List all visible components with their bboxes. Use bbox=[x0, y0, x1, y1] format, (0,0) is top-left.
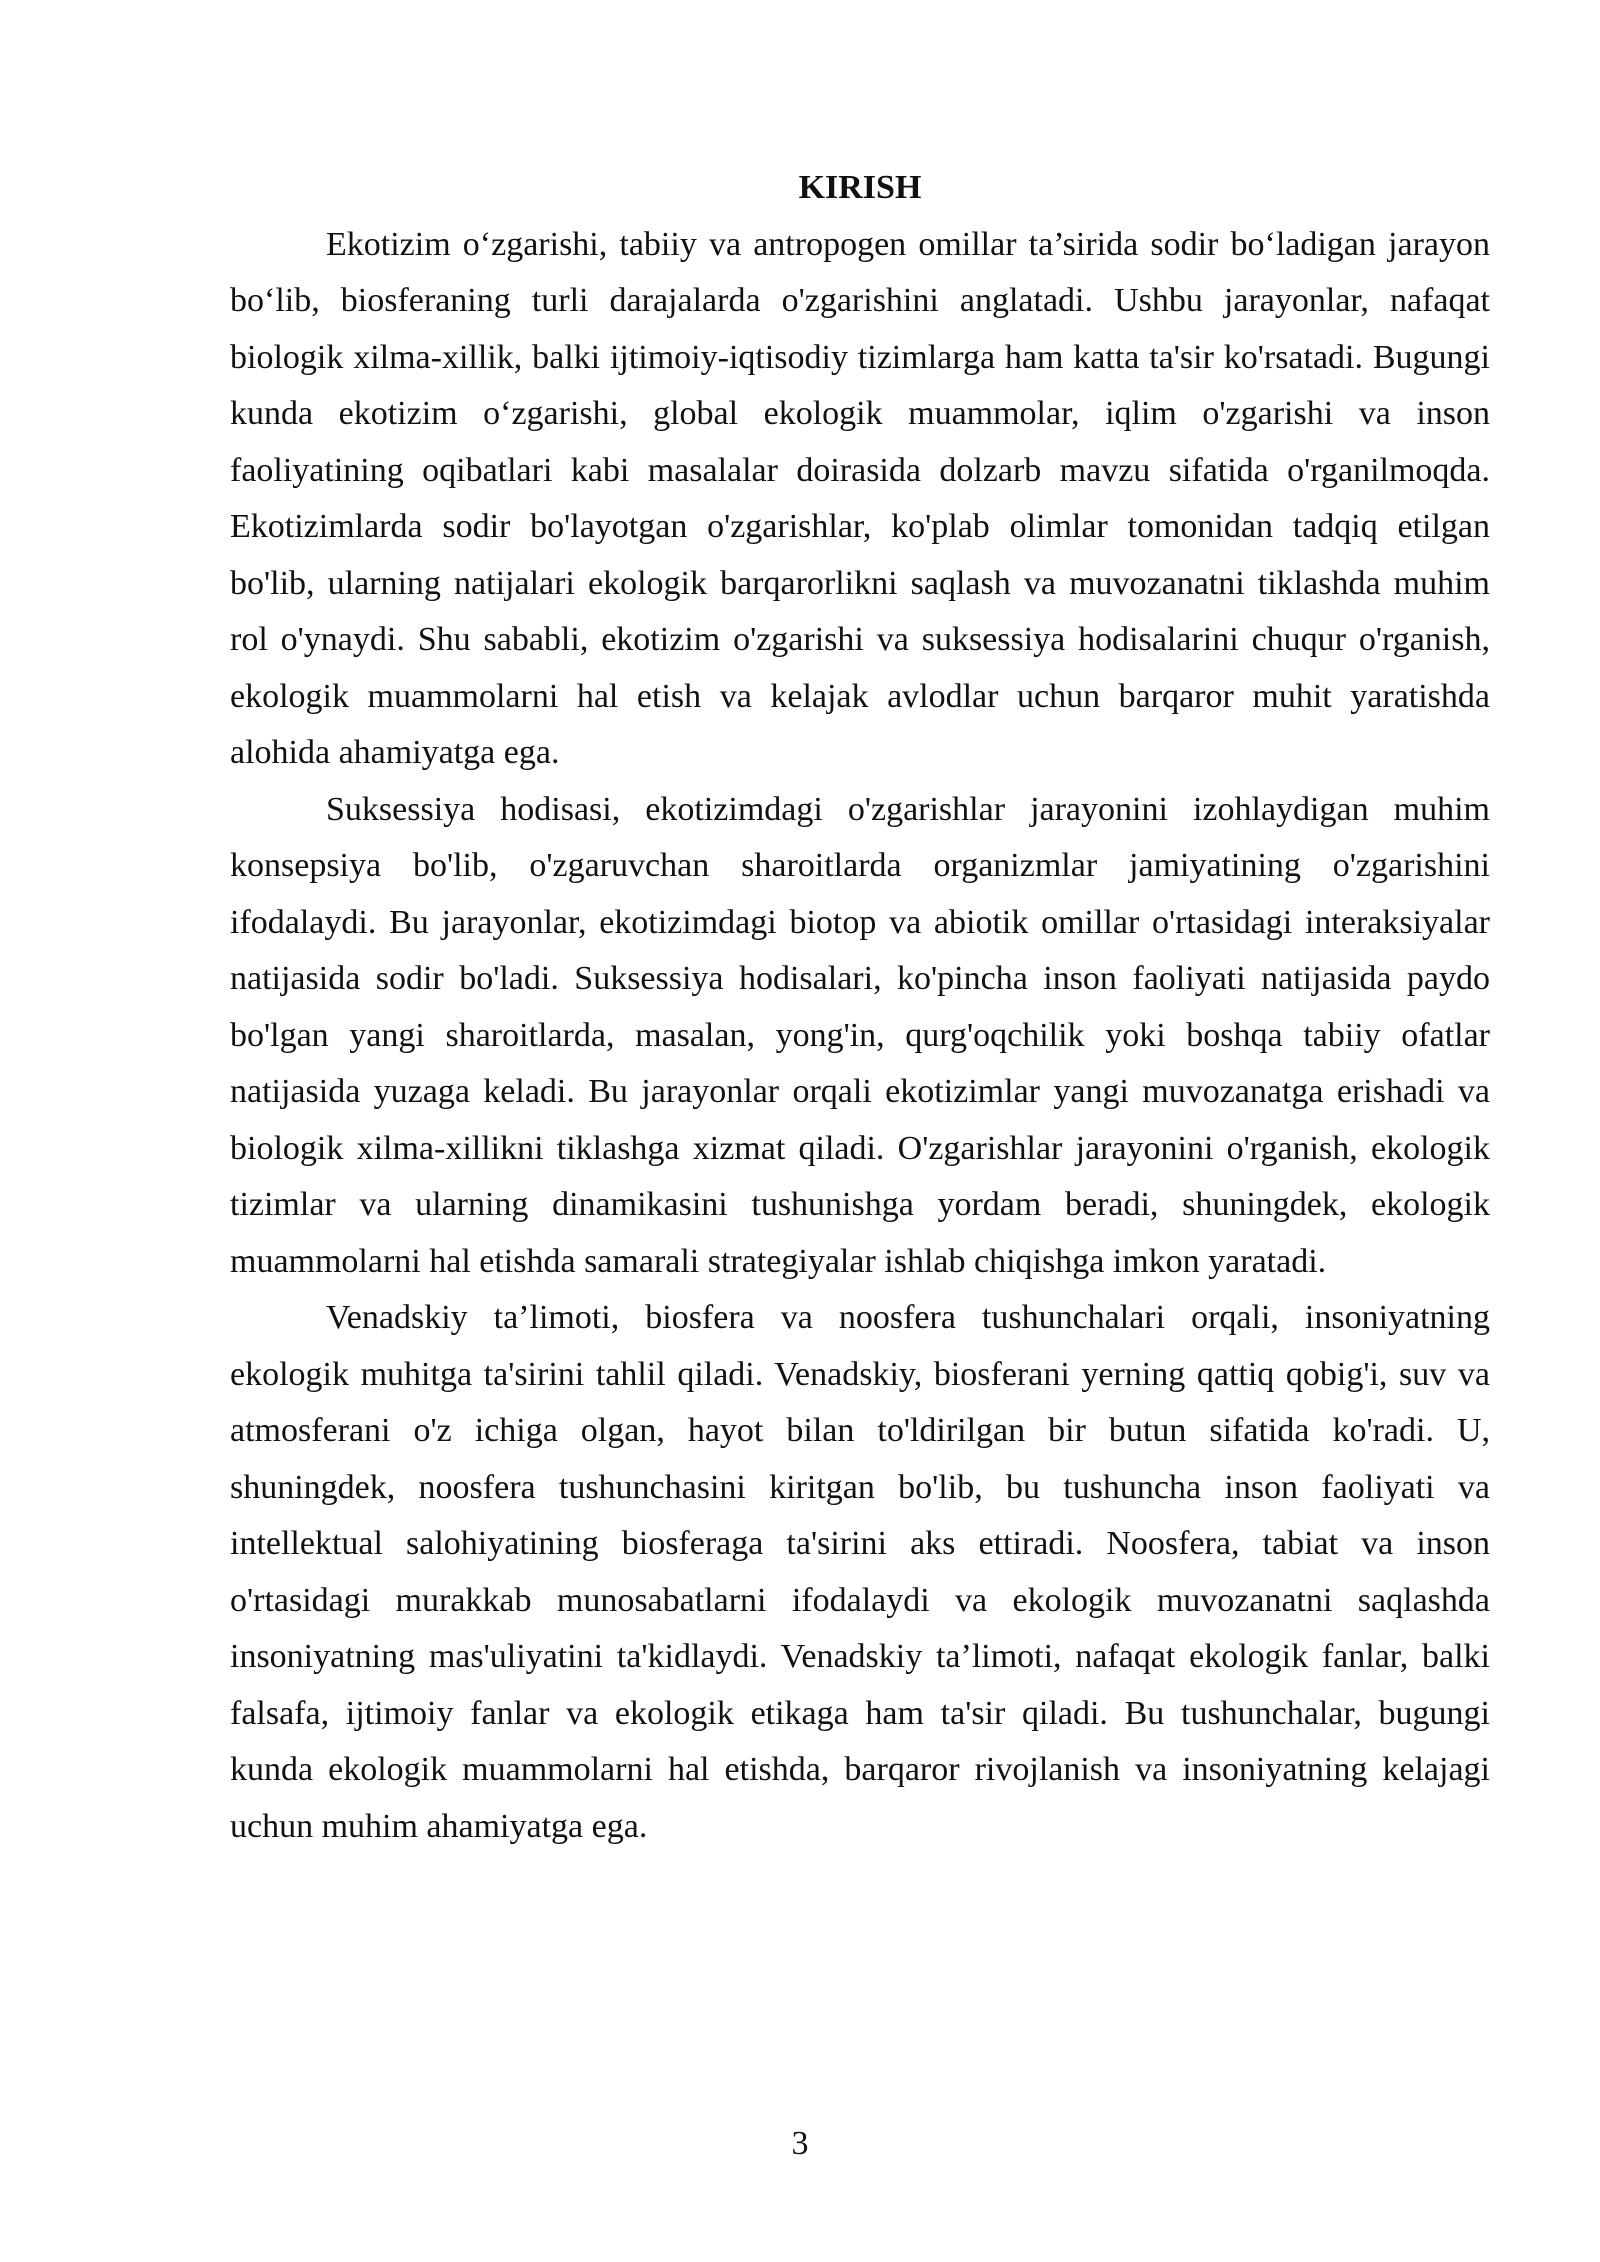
paragraph-succession: Suksessiya hodisasi, ekotizimdagi o'zgarishlar jarayonini izohlaydigan muhim konsepsiya bo'lib, o'zgaruvchan sharoitlarda organizmlar jamiyatining o'zgarishini ifodalaydi. Bu jarayonlar, ekotizimdagi biotop va abiotik omillar o'rtasidagi interaksiyalar natijasida sodir bo'ladi. Suksessiya hodisalari, ko'pincha inson faoliyati natijasida paydo bo'lgan yangi sharoitlarda, masalan, yong'in, qurg'oqchilik yoki boshqa tabiiy ofatlar natijasida yuzaga keladi. Bu jarayonlar orqali ekotizimlar yangi muvozanatga erishadi va biologik xilma-xillikni tiklashga xizmat qiladi. O'zgarishlar jarayonini o'rganish, ekologik tizimlar va ularning dinamikasini tushunishga yordam beradi, shuningdek, ekologik muammolarni hal etishda samarali strategiyalar ishlab chiqishga imkon yaratadi. bbox=[230, 790, 1490, 1280]
paragraph-vernadsky: Venadskiy ta’limoti, biosfera va noosfera tushunchalari orqali, insoniyatning ekologik muhitga ta'sirini tahlil qiladi. Venadskiy, biosferani yerning qattiq qobig'i, suv va atmosferani o'z ichiga olgan, hayot bilan to'ldirilgan bir butun sifatida ko'radi. U, shuningdek, noosfera tushunchasini kiritgan bo'lib, bu tushuncha inson faoliyati va intellektual salohiyatining biosferaga ta'sirini aks ettiradi. Noosfera, tabiat va inson o'rtasidagi murakkab munosabatlarni ifodalaydi va ekologik muvozanatni saqlashda insoniyatning mas'uliyatini ta'kidlaydi. Venadskiy ta’limoti, nafaqat ekologik fanlar, balki falsafa, ijtimoiy fanlar va ekologik etikaga ham ta'sir qiladi. Bu tushunchalar, bugungi kunda ekologik muammolarni hal etishda, barqaror rivojlanish va insoniyatning kelajagi uchun muhim ahamiyatga ega. bbox=[230, 1299, 1490, 1845]
page-number: 3 bbox=[791, 2125, 809, 2162]
section-title: KIRISH bbox=[798, 169, 922, 206]
page-content bbox=[230, 160, 1490, 1855]
paragraph-ecosystem-change: Ekotizim o‘zgarishi, tabiiy va antropogen omillar ta’sirida sodir bo‘ladigan jarayon bo‘lib, biosferaning turli darajalarda o'zgarishini anglatadi. Ushbu jarayonlar, nafaqat biologik xilma-xillik, balki ijtimoiy-iqtisodiy tizimlarga ham katta ta'sir ko'rsatadi. Bugungi kunda ekotizim o‘zgarishi, global ekologik muammolar, iqlim o'zgarishi va inson faoliyatining oqibatlari kabi masalalar doirasida dolzarb mavzu sifatida o'rganilmoqda. Ekotizimlarda sodir bo'layotgan o'zgarishlar, ko'plab olimlar tomonidan tadqiq etilgan bo'lib, ularning natijalari ekologik barqarorlikni saqlash va muvozanatni tiklashda muhim rol o'ynaydi. Shu sababli, ekotizim o'zgarishi va suksessiya hodisalarini chuqur o'rganish, ekologik muammolarni hal etish va kelajak avlodlar uchun barqaror muhit yaratishda alohida ahamiyatga ega. bbox=[230, 225, 1490, 771]
